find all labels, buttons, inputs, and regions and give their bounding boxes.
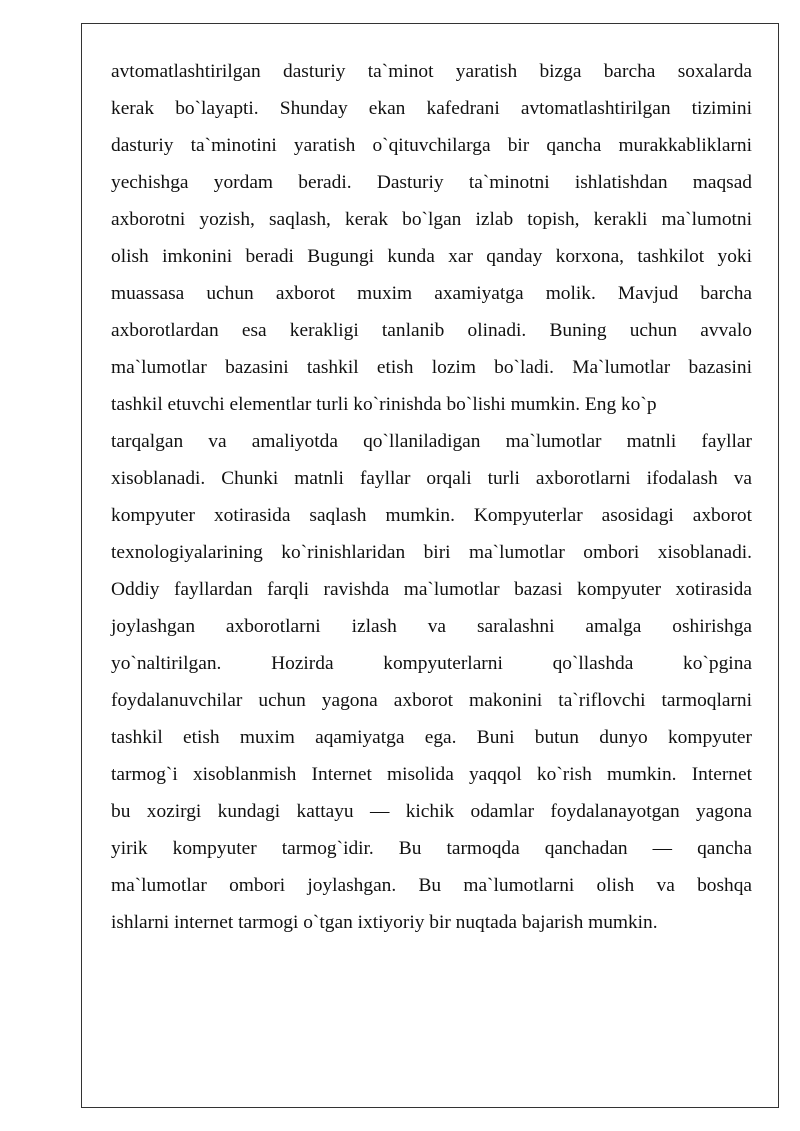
- text-line: ishlarni internet tarmogi o`tgan ixtiyoriy bir nuqtada bajarish mumkin.: [111, 912, 658, 933]
- text-line: axborotni yozish, saqlash, kerak bo`lgan izlab topish, kerakli ma`lumotni: [111, 209, 752, 230]
- text-line: kerak bo`layapti. Shunday ekan kafedrani avtomatlashtirilgan tizimini: [111, 98, 752, 119]
- text-line: ma`lumotlar bazasini tashkil etish lozim bo`ladi. Ma`lumotlar bazasini: [111, 357, 752, 378]
- text-line: axborotlardan esa kerakligi tanlanib olinadi. Buning uchun avvalo: [111, 320, 752, 341]
- text-line: tarqalgan va amaliyotda qo`llaniladigan ma`lumotlar matnli fayllar: [111, 431, 752, 452]
- text-line: dasturiy ta`minotini yaratish o`qituvchilarga bir qancha murakkabliklarni: [111, 135, 752, 156]
- text-line: tashkil etish muxim aqamiyatga ega. Buni butun dunyo kompyuter: [111, 727, 752, 748]
- text-line: yechishga yordam beradi. Dasturiy ta`minotni ishlatishdan maqsad: [111, 172, 752, 193]
- text-line: bu xozirgi kundagi kattayu — kichik odamlar foydalanayotgan yagona: [111, 801, 752, 822]
- text-line: texnologiyalarining ko`rinishlaridan biri ma`lumotlar ombori xisoblanadi.: [111, 542, 752, 563]
- text-line: xisoblanadi. Chunki matnli fayllar orqali turli axborotlarni ifodalash va: [111, 468, 752, 489]
- text-line: olish imkonini beradi Bugungi kunda xar qanday korxona, tashkilot yoki: [111, 246, 752, 267]
- text-line: yirik kompyuter tarmog`idir. Bu tarmoqda qanchadan — qancha: [111, 838, 752, 859]
- body-paragraph: [111, 53, 752, 941]
- text-line: foydalanuvchilar uchun yagona axborot makonini ta`riflovchi tarmoqlarni: [111, 690, 752, 711]
- text-line: Oddiy fayllardan farqli ravishda ma`lumotlar bazasi kompyuter xotirasida: [111, 579, 752, 600]
- text-line: kompyuter xotirasida saqlash mumkin. Kompyuterlar asosidagi axborot: [111, 505, 752, 526]
- text-line: avtomatlashtirilgan dasturiy ta`minot yaratish bizga barcha soxalarda: [111, 61, 752, 82]
- text-line: yo`naltirilgan. Hozirda kompyuterlarni qo`llashda ko`pgina: [111, 653, 752, 674]
- text-line: ma`lumotlar ombori joylashgan. Bu ma`lumotlarni olish va boshqa: [111, 875, 752, 896]
- text-line: tarmog`i xisoblanmish Internet misolida yaqqol ko`rish mumkin. Internet: [111, 764, 752, 785]
- text-line: joylashgan axborotlarni izlash va saralashni amalga oshirishga: [111, 616, 752, 637]
- text-line: tashkil etuvchi elementlar turli ko`rinishda bo`lishi mumkin. Eng ko`p: [111, 394, 657, 415]
- text-line: muassasa uchun axborot muxim axamiyatga molik. Mavjud barcha: [111, 283, 752, 304]
